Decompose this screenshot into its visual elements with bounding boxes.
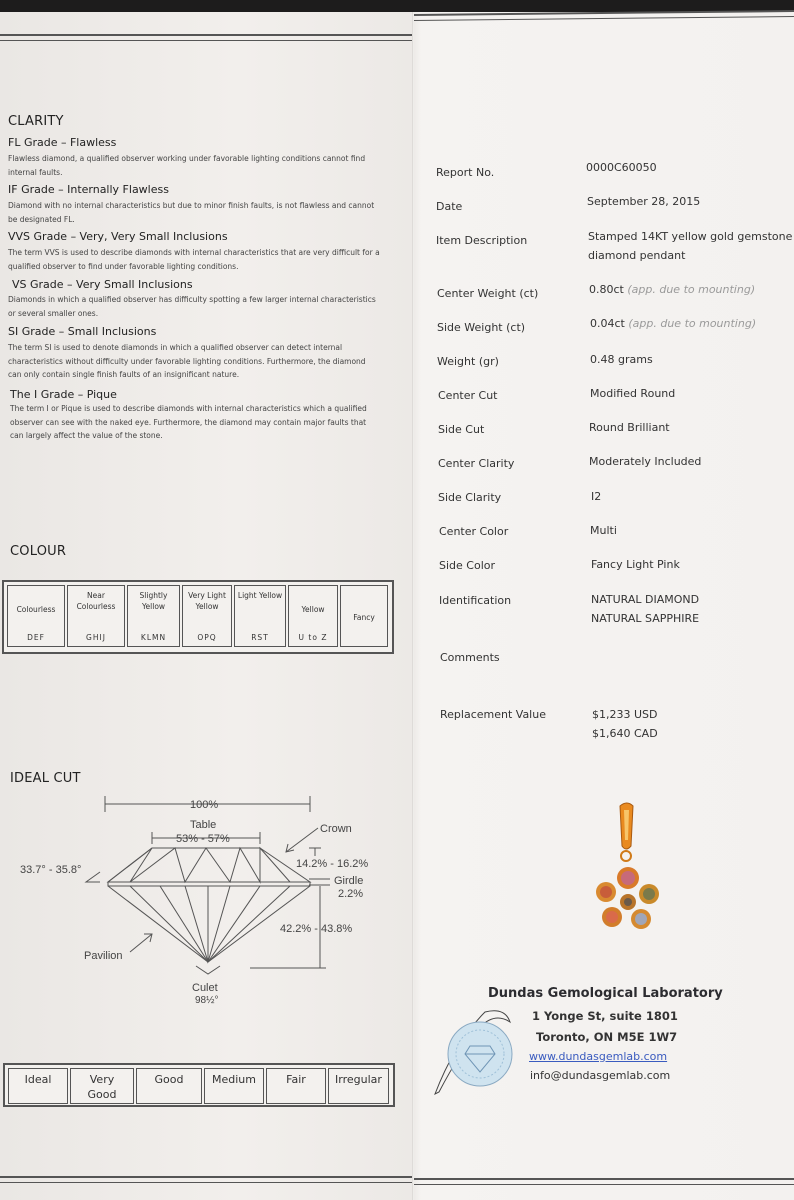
- colour-cell-light-yellow: Light Yellow RST: [234, 585, 286, 647]
- bottom-rule-right: [414, 1178, 794, 1180]
- grade-title-fl: FL Grade – Flawless: [8, 136, 117, 149]
- report-value-weight-gr: 0.48 grams: [590, 353, 653, 366]
- report-value-report-no: 0000C60050: [586, 161, 657, 174]
- report-label-side-clarity: Side Clarity: [438, 491, 502, 504]
- colour-cell-colourless: Colourless DEF: [7, 585, 65, 647]
- cut-culet-value: 98½°: [195, 995, 219, 1006]
- cut-cell-fair: Fair: [266, 1068, 326, 1104]
- cut-pavilion-label: Pavilion: [84, 950, 123, 962]
- report-label-center-weight: Center Weight (ct): [437, 287, 539, 300]
- page-fold: [412, 12, 414, 1200]
- report-value-center-cut: Modified Round: [590, 387, 676, 400]
- cut-culet-label: Culet: [192, 982, 218, 994]
- grade-desc-if: Diamond with no internal characteristics but due to minor finish faults, is not flawless and cannot be designated FL.: [8, 201, 375, 224]
- cut-crown-height: 14.2% - 16.2%: [296, 858, 369, 870]
- colour-cell-slightly-yellow: Slightly Yellow KLMN: [127, 585, 180, 647]
- grade-desc-i: The term I or Pique is used to describe diamonds with internal characteristics which a qualified observer can see with the naked eye. Furthermore, the diamond may contain major faults that can largely affect the value of the stone.: [10, 404, 367, 440]
- top-rule-left: [0, 34, 412, 36]
- lab-website-link[interactable]: www.dundasgemlab.com: [529, 1050, 668, 1063]
- report-label-report-no: Report No.: [436, 166, 495, 179]
- clarity-heading: CLARITY: [8, 114, 64, 129]
- top-shadow: [0, 0, 794, 12]
- report-label-center-cut: Center Cut: [438, 389, 498, 402]
- grade-desc-fl: Flawless diamond, a qualified observer working under favorable lighting conditions cannot find internal faults.: [8, 154, 366, 177]
- grade-desc-vs: Diamonds in which a qualified observer has difficulty spotting a few larger internal characteristics or several smaller ones.: [8, 295, 376, 318]
- cut-crown-label: Crown: [320, 823, 352, 835]
- report-value-replacement-usd: $1,233 USD: [592, 708, 658, 721]
- report-label-weight-gr: Weight (gr): [437, 355, 499, 368]
- report-value-item-description: Stamped 14KT yellow gold gemstone: [588, 230, 793, 243]
- grade-desc-si: The term SI is used to denote diamonds in which a qualified observer can detect internal characteristics without difficulty under favorable lighting conditions. Furthermore, the diamond can only contain single finish faults of an insignificant nature.: [8, 343, 366, 379]
- colour-cell-yellow: Yellow U to Z: [288, 585, 338, 647]
- report-label-side-weight: Side Weight (ct): [437, 321, 526, 334]
- cut-girdle-pct: 2.2%: [338, 888, 364, 900]
- cut-crown-angle: 33.7° - 35.8°: [20, 864, 82, 876]
- colour-cell-very-light-yellow: Very Light Yellow OPQ: [182, 585, 232, 647]
- report-value-center-clarity: Moderately Included: [589, 455, 702, 468]
- report-value-side-color: Fancy Light Pink: [591, 558, 680, 571]
- bottom-rule-right-2: [414, 1184, 794, 1185]
- report-value-date: September 28, 2015: [587, 195, 701, 208]
- report-value-replacement-cad: $1,640 CAD: [592, 727, 658, 740]
- report-value-side-clarity: I2: [591, 490, 602, 503]
- cut-cell-irregular: Irregular: [328, 1068, 389, 1104]
- report-label-date: Date: [436, 200, 463, 213]
- cut-cell-medium: Medium: [204, 1068, 264, 1104]
- cut-cell-very-good: Very Good: [70, 1068, 134, 1104]
- colour-cell-near-colourless: Near Colourless GHIJ: [67, 585, 125, 647]
- report-value-item-description-2: diamond pendant: [588, 249, 686, 262]
- lab-email[interactable]: info@dundasgemlab.com: [530, 1069, 671, 1082]
- report-value-center-weight: 0.80ct (app. due to mounting): [589, 283, 756, 296]
- report-value-center-color: Multi: [590, 524, 617, 537]
- report-label-comments: Comments: [440, 651, 500, 664]
- lab-address-line2: Toronto, ON M5E 1W7: [536, 1030, 678, 1044]
- cut-cell-ideal: Ideal: [8, 1068, 68, 1104]
- report-label-side-cut: Side Cut: [438, 423, 485, 436]
- cut-pavilion-depth: 42.2% - 43.8%: [280, 923, 353, 935]
- grade-title-vs: VS Grade – Very Small Inclusions: [12, 278, 193, 291]
- grade-title-si: SI Grade – Small Inclusions: [8, 325, 157, 338]
- report-label-center-color: Center Color: [439, 525, 509, 538]
- grade-title-if: IF Grade – Internally Flawless: [8, 183, 169, 196]
- pendant-photo: [585, 800, 675, 950]
- lab-name: Dundas Gemological Laboratory: [488, 986, 723, 1001]
- cut-girdle-label: Girdle: [334, 875, 364, 887]
- report-label-identification: Identification: [439, 594, 512, 607]
- bottom-rule-left-2: [0, 1182, 412, 1183]
- grade-title-vvs: VVS Grade – Very, Very Small Inclusions: [8, 230, 228, 243]
- report-value-identification: NATURAL DIAMOND: [591, 593, 700, 606]
- cut-cell-good: Good: [136, 1068, 202, 1104]
- colour-heading: COLOUR: [10, 544, 67, 559]
- report-value-side-weight: 0.04ct (app. due to mounting): [590, 317, 757, 330]
- bottom-rule-left: [0, 1176, 412, 1178]
- ideal-cut-heading: IDEAL CUT: [10, 771, 81, 786]
- grade-title-i: The I Grade – Pique: [10, 388, 117, 401]
- report-label-replacement-value: Replacement Value: [440, 708, 546, 721]
- report-value-side-cut: Round Brilliant: [589, 421, 670, 434]
- report-label-item-description: Item Description: [436, 234, 528, 247]
- report-value-identification-2: NATURAL SAPPHIRE: [591, 612, 700, 625]
- report-label-center-clarity: Center Clarity: [438, 457, 515, 470]
- cut-table-range: 53% - 57%: [176, 833, 230, 845]
- cut-width-label: 100%: [190, 799, 219, 811]
- top-rule-left-2: [0, 40, 412, 41]
- report-label-side-color: Side Color: [439, 559, 496, 572]
- colour-scale: [2, 580, 394, 654]
- colour-cell-fancy: Fancy: [340, 585, 388, 647]
- top-rule-right-2: [414, 16, 794, 21]
- diamond-diagram: [0, 790, 400, 1006]
- cut-table-label: Table: [190, 819, 217, 831]
- grade-desc-vvs: The term VVS is used to describe diamonds with internal characteristics that are very difficult for a qualified observer to find under favorable lighting conditions.: [8, 248, 380, 271]
- cut-grade-scale: [3, 1063, 395, 1107]
- lab-seal-logo: [425, 1002, 525, 1102]
- lab-address-line1: 1 Yonge St, suite 1801: [532, 1009, 678, 1023]
